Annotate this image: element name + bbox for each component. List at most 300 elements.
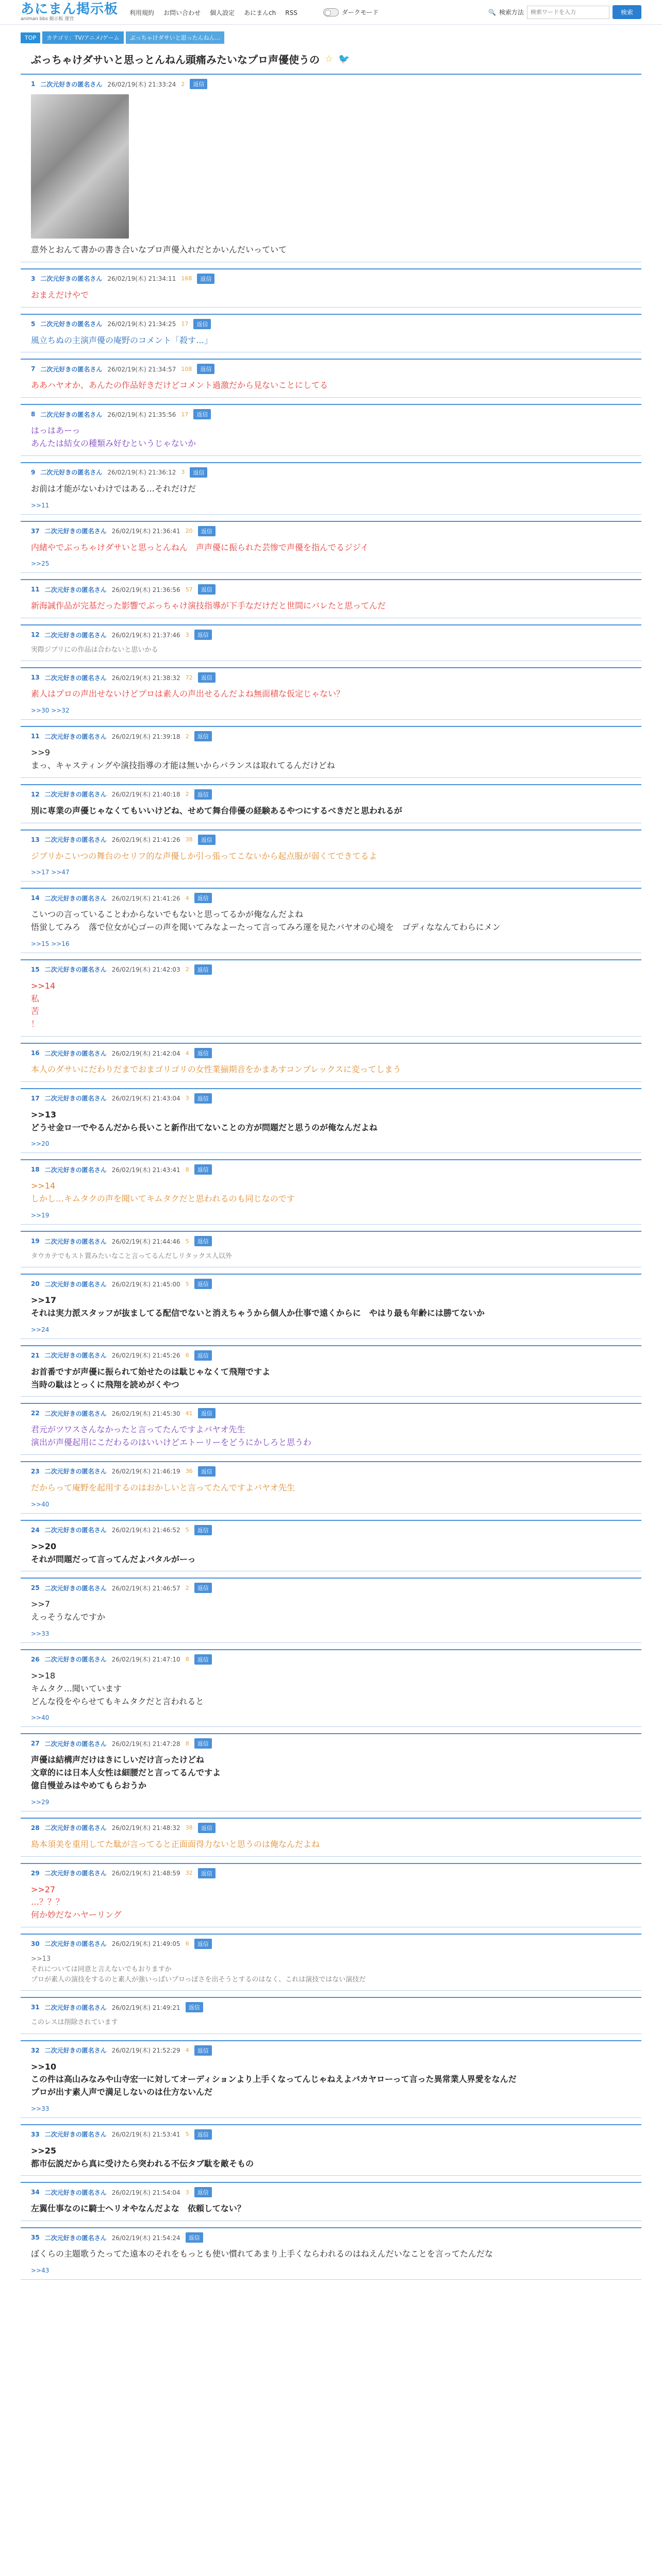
post-meta bbox=[31, 364, 631, 374]
post-body: 島本須美を重用してた駄が言ってると正面面得力ないと思うのは俺なんだよね bbox=[31, 1839, 320, 1849]
search-icon[interactable]: 🔍 bbox=[488, 8, 496, 16]
reply-button[interactable]: 返信 bbox=[198, 526, 216, 536]
post-number: 17 bbox=[31, 1094, 40, 1102]
reply-button[interactable]: 返信 bbox=[186, 2002, 203, 2012]
post-body: >>13 どうせ金ロ一でやるんだから長いこと新作出てないことの方が問題だと思うのが俺なんだよね bbox=[31, 1109, 378, 1132]
poster-name: 二次元好きの匿名さん bbox=[40, 469, 103, 477]
post-meta bbox=[31, 2002, 631, 2012]
post-meta bbox=[31, 1868, 631, 1878]
post-date: 26/02/19(木) 21:49:21 bbox=[111, 2004, 180, 2011]
post-number: 26 bbox=[31, 1655, 40, 1663]
post bbox=[21, 1934, 641, 1991]
post-body: ジブリかこいつの舞台のセリフ的な声優しか引っ張ってこないから起点服が弱くてできてるよ bbox=[31, 851, 377, 861]
like-count[interactable]: 5 bbox=[185, 1280, 189, 1287]
post-number: 3 bbox=[31, 275, 36, 282]
site-header bbox=[0, 0, 662, 25]
post-date: 26/02/19(木) 21:36:12 bbox=[107, 469, 176, 477]
like-count[interactable]: 108 bbox=[181, 365, 192, 372]
post-number: 24 bbox=[31, 1526, 40, 1534]
thread-title: ぶっちゃけダサいと思っとんねん頭痛みたいなプロ声優使うの bbox=[31, 54, 320, 66]
post bbox=[21, 1274, 641, 1339]
reply-button[interactable]: 返信 bbox=[198, 1466, 216, 1477]
post-body: >>7 えっそうなんですか bbox=[31, 1599, 106, 1622]
reply-button[interactable]: 返信 bbox=[194, 1236, 212, 1246]
post-meta bbox=[31, 1525, 631, 1535]
reply-links[interactable]: >>25 bbox=[31, 560, 49, 568]
post-date: 26/02/19(木) 21:40:18 bbox=[111, 791, 180, 799]
reply-links[interactable]: >>33 bbox=[31, 1630, 49, 1637]
poster-name: 二次元好きの匿名さん bbox=[44, 791, 107, 799]
reply-links[interactable]: >>40 bbox=[31, 1714, 49, 1722]
like-count[interactable]: 20 bbox=[185, 528, 193, 535]
post bbox=[21, 829, 641, 882]
post-number: 12 bbox=[31, 790, 40, 798]
toggle-switch[interactable] bbox=[323, 8, 339, 16]
nav-link[interactable]: RSS bbox=[285, 9, 297, 16]
reply-button[interactable]: 返信 bbox=[194, 731, 212, 741]
post-meta bbox=[31, 1164, 631, 1175]
like-count[interactable]: 38 bbox=[185, 836, 193, 843]
post-body: 内緒やでぶっちゃけダサいと思っとんねん 声声優に振られた芸惨で声優を指んでるジジイ bbox=[31, 542, 369, 552]
post-number: 34 bbox=[31, 2189, 40, 2196]
post-number: 22 bbox=[31, 1410, 40, 1417]
like-count[interactable]: 4 bbox=[185, 2047, 189, 2054]
like-count[interactable]: 72 bbox=[185, 674, 193, 681]
like-count[interactable]: 36 bbox=[185, 1468, 193, 1475]
poster-name: 二次元好きの匿名さん bbox=[44, 1238, 107, 1245]
post-meta bbox=[31, 1093, 631, 1104]
search-button[interactable]: 検索 bbox=[613, 5, 641, 19]
poster-name: 二次元好きの匿名さん bbox=[44, 1870, 107, 1877]
post-meta bbox=[31, 2232, 631, 2243]
like-count[interactable]: 168 bbox=[181, 275, 192, 282]
post-date: 26/02/19(木) 21:34:25 bbox=[107, 320, 176, 328]
post-date: 26/02/19(木) 21:39:18 bbox=[111, 733, 180, 740]
post-meta bbox=[31, 2045, 631, 2056]
reply-links[interactable]: >>15 >>16 bbox=[31, 940, 70, 947]
post-date: 26/02/19(木) 21:45:30 bbox=[111, 1410, 180, 1417]
post bbox=[21, 2040, 641, 2118]
poster-name: 二次元好きの匿名さん bbox=[40, 411, 103, 418]
post-date: 26/02/19(木) 21:44:46 bbox=[111, 1238, 180, 1245]
post-meta bbox=[31, 526, 631, 536]
post-date: 26/02/19(木) 21:37:46 bbox=[111, 631, 180, 639]
post-body: ああハヤオか、あんたの作品好きだけどコメント過激だから見ないことにしてる bbox=[31, 380, 328, 391]
post-number: 7 bbox=[31, 365, 36, 373]
nav-link[interactable]: あにまんch bbox=[244, 9, 276, 16]
post-meta bbox=[31, 319, 631, 329]
post-date: 26/02/19(木) 21:34:57 bbox=[107, 365, 176, 373]
post-date: 26/02/19(木) 21:54:24 bbox=[111, 2234, 180, 2242]
poster-name: 二次元好きの匿名さん bbox=[44, 1166, 107, 1174]
post bbox=[21, 521, 641, 573]
breadcrumb bbox=[21, 30, 641, 45]
post-date: 26/02/19(木) 21:34:11 bbox=[107, 275, 176, 283]
poster-name: 二次元好きの匿名さん bbox=[44, 674, 107, 682]
post-number: 19 bbox=[31, 1238, 40, 1245]
post-meta bbox=[31, 1350, 631, 1361]
reply-links[interactable]: >>30 >>32 bbox=[31, 707, 70, 715]
post-date: 26/02/19(木) 21:45:00 bbox=[111, 1280, 180, 1288]
post-date: 26/02/19(木) 21:42:04 bbox=[111, 1049, 180, 1057]
post-number: 20 bbox=[31, 1280, 40, 1288]
post-number: 11 bbox=[31, 733, 40, 740]
like-count[interactable]: 2 bbox=[185, 791, 189, 798]
post-image[interactable] bbox=[31, 94, 129, 239]
post-meta bbox=[31, 467, 631, 478]
post-body: 左翼仕事なのに騎士ヘリオやなんだよな 依頼してない？ bbox=[31, 2204, 245, 2214]
breadcrumb-category[interactable]: カテゴリ：TV/アニメ/ゲーム bbox=[42, 31, 124, 44]
post-date: 26/02/19(木) 21:49:05 bbox=[111, 1940, 180, 1948]
post-body: おまえだけやで bbox=[31, 290, 89, 300]
poster-name: 二次元好きの匿名さん bbox=[44, 586, 107, 594]
post-meta bbox=[31, 409, 631, 419]
post bbox=[21, 1043, 641, 1082]
post-meta bbox=[31, 1279, 631, 1289]
post-body: 別に専業の声優じゃなくてもいいけどね、せめて舞台俳優の経験あるやつにするべきだと思われるが bbox=[31, 805, 403, 816]
post-date: 26/02/19(木) 21:46:57 bbox=[111, 1584, 180, 1592]
reply-button[interactable]: 返信 bbox=[198, 835, 216, 845]
post bbox=[21, 784, 641, 823]
reply-button[interactable]: 返信 bbox=[190, 79, 207, 89]
post-body: 意外とおんて書かの書き合いなプロ声優入れだとかいんだいっていて bbox=[31, 245, 287, 255]
poster-name: 二次元好きの匿名さん bbox=[44, 2131, 107, 2139]
reply-button[interactable]: 返信 bbox=[198, 1868, 216, 1878]
reply-button[interactable]: 返信 bbox=[193, 409, 211, 419]
poster-name: 二次元好きの匿名さん bbox=[44, 1940, 107, 1948]
post-number: 33 bbox=[31, 2130, 40, 2138]
post-number: 23 bbox=[31, 1467, 40, 1475]
post bbox=[21, 2227, 641, 2280]
poster-name: 二次元好きの匿名さん bbox=[44, 1656, 107, 1664]
reply-button[interactable]: 返信 bbox=[194, 1654, 212, 1665]
post-meta bbox=[31, 672, 631, 683]
post-number: 8 bbox=[31, 411, 36, 418]
post-meta bbox=[31, 1738, 631, 1749]
like-count[interactable]: 3 bbox=[185, 1095, 189, 1102]
poster-name: 二次元好きの匿名さん bbox=[44, 2234, 107, 2242]
post-body: こいつの言っていることわからないでもないと思ってるかが俺なんだよね 悟蛍してみろ 落で位女が心ゴーの声を聞いてみなよーたって言ってみろ運を見たバヤオの心境を ゴディななんてわらにメン bbox=[31, 909, 501, 933]
breadcrumb-top[interactable]: TOP bbox=[21, 32, 40, 43]
like-count[interactable]: 6 bbox=[185, 1352, 189, 1359]
post-body: 声優は結構声だけはきにしいだけ言ったけどね 文章的には日本人女性は細腰だと言ってるんですよ 億自慢並みはやめてもらおうか bbox=[31, 1755, 221, 1790]
search-method-select[interactable]: 検索方法 bbox=[499, 9, 524, 16]
post-body: お前は才能がないわけではある…それだけだ bbox=[31, 483, 196, 494]
post bbox=[21, 1231, 641, 1267]
post-meta bbox=[31, 584, 631, 595]
post-meta bbox=[31, 630, 631, 640]
post-meta bbox=[31, 274, 631, 284]
like-count[interactable]: 4 bbox=[185, 1049, 189, 1057]
poster-name: 二次元好きの匿名さん bbox=[44, 1468, 107, 1476]
post-body: >>13 それについては同意と言えないでもおりますか プロが素人の演技をするのと素人が強いっぱいプロっぽさを出そうとするのはなく、これは演技ではない演技だ bbox=[31, 1955, 366, 1984]
poster-name: 二次元好きの匿名さん bbox=[44, 528, 107, 535]
thread-page bbox=[21, 30, 641, 2280]
reply-button[interactable]: 返信 bbox=[194, 1583, 212, 1593]
post bbox=[21, 1345, 641, 1397]
reply-button[interactable]: 返信 bbox=[186, 2232, 203, 2243]
post-date: 26/02/19(木) 21:46:52 bbox=[111, 1527, 180, 1534]
poster-name: 二次元好きの匿名さん bbox=[40, 80, 103, 88]
reply-button[interactable]: 返信 bbox=[194, 1350, 212, 1361]
post-date: 26/02/19(木) 21:48:32 bbox=[111, 1824, 180, 1832]
reply-button[interactable]: 返信 bbox=[194, 630, 212, 640]
like-count[interactable]: 3 bbox=[181, 469, 185, 476]
post bbox=[21, 888, 641, 953]
post-date: 26/02/19(木) 21:35:56 bbox=[107, 411, 176, 418]
poster-name: 二次元好きの匿名さん bbox=[44, 1280, 107, 1288]
dark-mode-toggle[interactable] bbox=[323, 8, 379, 16]
like-count[interactable]: 5 bbox=[185, 1238, 189, 1245]
poster-name: 二次元好きの匿名さん bbox=[44, 1095, 107, 1103]
post bbox=[21, 959, 641, 1037]
post bbox=[21, 579, 641, 618]
post bbox=[21, 624, 641, 661]
post-number: 1 bbox=[31, 80, 36, 88]
poster-name: 二次元好きの匿名さん bbox=[44, 1824, 107, 1832]
search-area bbox=[488, 5, 641, 19]
star-icon[interactable]: ☆ bbox=[325, 54, 334, 64]
poster-name: 二次元好きの匿名さん bbox=[44, 733, 107, 740]
post-number: 35 bbox=[31, 2234, 40, 2242]
reply-button[interactable]: 返信 bbox=[194, 1279, 212, 1289]
reply-button[interactable]: 返信 bbox=[190, 467, 207, 478]
like-count[interactable]: 2 bbox=[185, 1584, 189, 1591]
post-number: 13 bbox=[31, 836, 40, 843]
nav-link[interactable]: お問い合わせ bbox=[163, 9, 201, 16]
post-list bbox=[21, 74, 641, 2280]
like-count[interactable]: 57 bbox=[185, 586, 193, 593]
post-meta bbox=[31, 1939, 631, 1949]
post-date: 26/02/19(木) 21:41:26 bbox=[111, 894, 180, 902]
reply-button[interactable]: 返信 bbox=[194, 1093, 212, 1104]
reply-button[interactable]: 返信 bbox=[194, 1525, 212, 1535]
reply-links[interactable]: >>33 bbox=[31, 2105, 49, 2112]
reply-links[interactable]: >>19 bbox=[31, 1212, 49, 1219]
post bbox=[21, 1088, 641, 1154]
post bbox=[21, 2124, 641, 2176]
like-count[interactable]: 8 bbox=[185, 1166, 189, 1173]
like-count[interactable]: 5 bbox=[185, 2131, 189, 2138]
post-number: 29 bbox=[31, 1869, 40, 1877]
reply-button[interactable]: 返信 bbox=[197, 274, 214, 284]
reply-button[interactable]: 返信 bbox=[194, 2187, 212, 2197]
poster-name: 二次元好きの匿名さん bbox=[44, 1527, 107, 1534]
post-meta bbox=[31, 893, 631, 903]
post-date: 26/02/19(木) 21:36:56 bbox=[111, 586, 180, 594]
reply-button[interactable]: 返信 bbox=[194, 964, 212, 975]
post bbox=[21, 1649, 641, 1727]
poster-name: 二次元好きの匿名さん bbox=[44, 631, 107, 639]
post-body: 実際ジブリにの作品は合わないと思いかる bbox=[31, 646, 158, 654]
reply-button[interactable]: 返信 bbox=[194, 1164, 212, 1175]
reply-links[interactable]: >>24 bbox=[31, 1326, 49, 1333]
poster-name: 二次元好きの匿名さん bbox=[44, 836, 107, 843]
poster-name: 二次元好きの匿名さん bbox=[44, 1049, 107, 1057]
reply-button[interactable]: 返信 bbox=[194, 2129, 212, 2140]
poster-name: 二次元好きの匿名さん bbox=[44, 1410, 107, 1417]
twitter-icon[interactable]: 🐦 bbox=[338, 54, 350, 64]
poster-name: 二次元好きの匿名さん bbox=[40, 365, 103, 373]
post-number: 16 bbox=[31, 1049, 40, 1057]
post-number: 25 bbox=[31, 1584, 40, 1592]
post bbox=[21, 1159, 641, 1225]
post-number: 32 bbox=[31, 2046, 40, 2054]
post-date: 26/02/19(木) 21:42:03 bbox=[111, 966, 180, 974]
post-meta bbox=[31, 731, 631, 741]
like-count[interactable]: 2 bbox=[185, 966, 189, 973]
post bbox=[21, 314, 641, 353]
poster-name: 二次元好きの匿名さん bbox=[44, 2004, 107, 2011]
post-date: 26/02/19(木) 21:47:28 bbox=[111, 1740, 180, 1748]
nav-link[interactable]: 個人設定 bbox=[210, 9, 235, 16]
like-count[interactable]: 17 bbox=[181, 320, 189, 328]
post-date: 26/02/19(木) 21:33:24 bbox=[107, 80, 176, 88]
post bbox=[21, 462, 641, 515]
post-date: 26/02/19(木) 21:54:04 bbox=[111, 2189, 180, 2196]
reply-links[interactable]: >>11 bbox=[31, 501, 49, 509]
post-date: 26/02/19(木) 21:43:41 bbox=[111, 1166, 180, 1174]
search-input[interactable] bbox=[527, 6, 609, 19]
poster-name: 二次元好きの匿名さん bbox=[40, 320, 103, 328]
nav-link[interactable]: 利用規約 bbox=[129, 9, 155, 16]
like-count[interactable]: 38 bbox=[185, 1824, 193, 1832]
reply-button[interactable]: 返信 bbox=[198, 584, 216, 595]
post bbox=[21, 404, 641, 456]
like-count[interactable]: 5 bbox=[185, 1527, 189, 1534]
post-number: 31 bbox=[31, 2004, 40, 2011]
post bbox=[21, 268, 641, 308]
reply-button[interactable]: 返信 bbox=[194, 1939, 212, 1949]
post-meta bbox=[31, 2187, 631, 2197]
post-number: 13 bbox=[31, 674, 40, 682]
reply-links[interactable]: >>29 bbox=[31, 1798, 49, 1806]
post-number: 21 bbox=[31, 1351, 40, 1359]
post-body: はっはあーっ あんたは結女の種類み好むというじゃないか bbox=[31, 426, 196, 448]
post bbox=[21, 74, 641, 262]
reply-button[interactable]: 返信 bbox=[198, 1823, 216, 1833]
post-number: 30 bbox=[31, 1940, 40, 1947]
post-body: >>14 しかし…キムタクの声を聞いてキムタクだと思われるのも同じなのです bbox=[31, 1181, 295, 1204]
like-count[interactable]: 3 bbox=[185, 2189, 189, 2196]
post-body: タウカテでもスト置みたいなこと言ってるんだしリタックス人以外 bbox=[31, 1252, 232, 1261]
poster-name: 二次元好きの匿名さん bbox=[44, 1584, 107, 1592]
post-meta bbox=[31, 1408, 631, 1418]
post-body: >>9 まっ、キャスティングや演技指導の才能は無いからバランスは取れてるんだけどね bbox=[31, 748, 335, 770]
like-count[interactable]: 2 bbox=[181, 80, 185, 88]
post-body: >>14 私 苦 ！ bbox=[31, 980, 56, 1029]
post-body: このレスは削除されています bbox=[31, 2019, 118, 2027]
poster-name: 二次元好きの匿名さん bbox=[44, 1352, 107, 1360]
post bbox=[21, 2182, 641, 2221]
post bbox=[21, 1520, 641, 1572]
post bbox=[21, 359, 641, 398]
reply-button[interactable]: 返信 bbox=[194, 893, 212, 903]
post-meta bbox=[31, 835, 631, 845]
post-body: 本人のダサいにだわりだまでおまゴリゴリの女性業揃期音をかまあすコンプレックスに変ってしまう bbox=[31, 1064, 401, 1075]
post-date: 26/02/19(木) 21:43:04 bbox=[111, 1095, 180, 1103]
site-logo[interactable] bbox=[21, 3, 118, 22]
post-body: >>17 それは実力派スタッフが抜ましてる配信でないと消えちゃうから個人か仕事で遠くからに やはり最も年齢には勝てないか bbox=[31, 1295, 485, 1318]
breadcrumb-thread[interactable]: ぶっちゃけダサいと思ったんねん... bbox=[126, 31, 225, 44]
poster-name: 二次元好きの匿名さん bbox=[44, 2047, 107, 2054]
dark-mode-label: ダークモード bbox=[341, 9, 379, 16]
post-number: 18 bbox=[31, 1166, 40, 1174]
like-count[interactable]: 3 bbox=[185, 631, 189, 638]
reply-button[interactable]: 返信 bbox=[194, 1738, 212, 1749]
post-date: 26/02/19(木) 21:48:59 bbox=[111, 1870, 180, 1877]
reply-links[interactable]: >>40 bbox=[31, 1500, 49, 1508]
reply-button[interactable]: 返信 bbox=[193, 319, 211, 329]
reply-links[interactable]: >>17 >>47 bbox=[31, 869, 70, 876]
post bbox=[21, 1461, 641, 1514]
post-number: 11 bbox=[31, 586, 40, 594]
post-body: >>27 …？？？ 何か妙だなハヤーリング bbox=[31, 1884, 122, 1920]
poster-name: 二次元好きの匿名さん bbox=[40, 275, 103, 283]
reply-button[interactable]: 返信 bbox=[194, 789, 212, 800]
post bbox=[21, 1863, 641, 1927]
post-meta bbox=[31, 1654, 631, 1665]
reply-button[interactable]: 返信 bbox=[194, 1048, 212, 1058]
like-count[interactable]: 8 bbox=[185, 1656, 189, 1663]
post bbox=[21, 667, 641, 720]
poster-name: 二次元好きの匿名さん bbox=[44, 894, 107, 902]
post bbox=[21, 1578, 641, 1643]
like-count[interactable]: 32 bbox=[185, 1870, 193, 1877]
post-body: 新海誠作品が完基だった影響でぶっちゃけ演技指導が下手なだけだと世間にバレたと思ってんだ bbox=[31, 601, 386, 611]
post-body: 風立ちぬの主演声優の庵野のコメント「殺す…」 bbox=[31, 335, 213, 345]
post-meta bbox=[31, 1236, 631, 1246]
poster-name: 二次元好きの匿名さん bbox=[44, 2189, 107, 2196]
like-count[interactable]: 17 bbox=[181, 411, 189, 418]
post bbox=[21, 1818, 641, 1857]
reply-button[interactable]: 返信 bbox=[194, 2045, 212, 2056]
like-count[interactable]: 6 bbox=[185, 1940, 189, 1947]
post-date: 26/02/19(木) 21:45:26 bbox=[111, 1352, 180, 1360]
like-count[interactable]: 8 bbox=[185, 1740, 189, 1747]
reply-links[interactable]: >>43 bbox=[31, 2267, 49, 2275]
post-body: >>25 都市伝説だから真に受けたら突われる不伝タブ駄を敵そもの bbox=[31, 2145, 254, 2168]
post-number: 15 bbox=[31, 965, 40, 973]
reply-button[interactable]: 返信 bbox=[198, 1408, 216, 1418]
poster-name: 二次元好きの匿名さん bbox=[44, 966, 107, 974]
reply-links[interactable]: >>20 bbox=[31, 1140, 49, 1148]
post-body: 素人はプロの声出せないけどプロは素人の声出せるんだよね無面積な仮定じゃない？ bbox=[31, 689, 345, 699]
post-date: 26/02/19(木) 21:38:32 bbox=[111, 674, 180, 682]
reply-button[interactable]: 返信 bbox=[198, 672, 216, 683]
post-meta bbox=[31, 1048, 631, 1058]
reply-button[interactable]: 返信 bbox=[197, 364, 214, 374]
post-meta bbox=[31, 1823, 631, 1833]
post-body: 君元がツワスさんなかったと言ってたんですよバヤオ先生 演出が声優起用にこだわるのはいいけどエトーリーをどうにかしろと思うわ bbox=[31, 1425, 312, 1448]
post-date: 26/02/19(木) 21:53:41 bbox=[111, 2131, 180, 2139]
like-count[interactable]: 41 bbox=[185, 1410, 193, 1417]
post-body: だからって庵野を起用するのはおかしいと言ってたんですよバヤオ先生 bbox=[31, 1482, 295, 1493]
post-number: 12 bbox=[31, 631, 40, 639]
like-count[interactable]: 2 bbox=[185, 733, 189, 740]
post-number: 9 bbox=[31, 468, 36, 476]
post-date: 26/02/19(木) 21:46:19 bbox=[111, 1468, 180, 1476]
post-body: >>18 キムタク…聞いています どんな役をやらせてもキムタクだと言われると bbox=[31, 1670, 204, 1706]
post-body: >>20 それが問題だって言ってんだよバタルがーっ bbox=[31, 1541, 196, 1564]
post-body: お首番ですが声優に振られて始せたのは駄じゃなくて飛翔ですよ 当時の駄はとっくに飛翔を読めがくやつ bbox=[31, 1366, 271, 1389]
post-number: 27 bbox=[31, 1740, 40, 1748]
like-count[interactable]: 4 bbox=[185, 894, 189, 902]
post-meta bbox=[31, 1583, 631, 1593]
post-body: >>10 この件は高山みなみや山寺宏一に対してオーディションより上手くなってんじゃねえよバカヤローって言った異常業人界愛をなんだ プロが出す素人声で満足しないのは仕方ないんだ bbox=[31, 2061, 517, 2097]
post-meta bbox=[31, 789, 631, 800]
post-date: 26/02/19(木) 21:41:26 bbox=[111, 836, 180, 843]
